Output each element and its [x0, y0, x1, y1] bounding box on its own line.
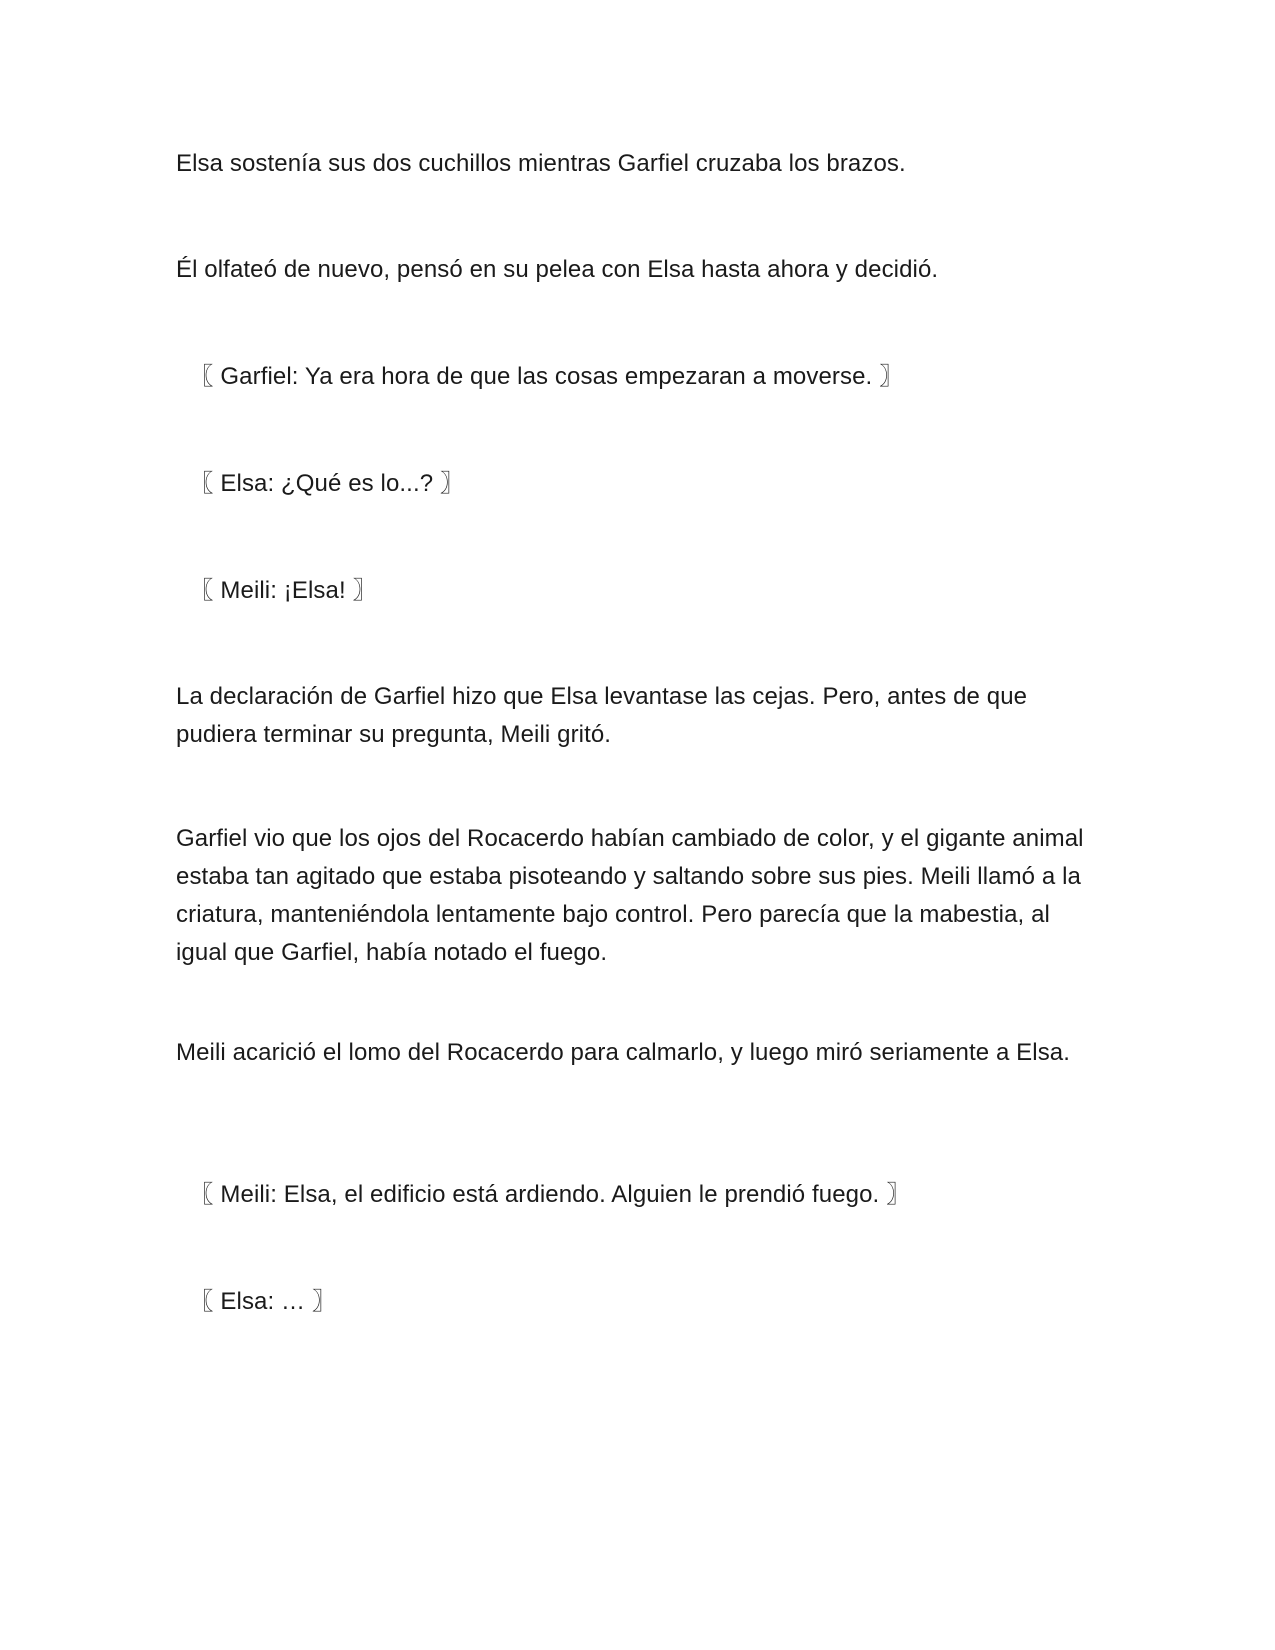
paragraph-declaration: La declaración de Garfiel hizo que Elsa levantase las cejas. Pero, antes de que pudiera terminar su pregunta, Meili gritó. — [176, 683, 1028, 748]
dialogue-meili-fire: 〖 Meili: Elsa, el edificio está ardiendo. Alguien le prendió fuego. 〗 — [176, 1181, 911, 1208]
dialogue-garfiel: 〖 Garfiel: Ya era hora de que las cosas empezaran a moverse. 〗 — [176, 363, 904, 390]
dialogue-elsa-question: 〖 Elsa: ¿Qué es lo...? 〗 — [176, 470, 465, 497]
paragraph-elsa-knives: Elsa sostenía sus dos cuchillos mientras Garfiel cruzaba los brazos. — [176, 150, 906, 177]
dialogue-elsa-silence: 〖 Elsa: … 〗 — [176, 1288, 336, 1315]
paragraph-garfiel-sniffs: Él olfateó de nuevo, pensó en su pelea con Elsa hasta ahora y decidió. — [176, 256, 939, 283]
paragraph-meili-calms: Meili acarició el lomo del Rocacerdo para calmarlo, y luego miró seriamente a Elsa. — [176, 1039, 1071, 1066]
dialogue-meili-shout: 〖 Meili: ¡Elsa! 〗 — [176, 577, 377, 604]
paragraph-rocacerdo-eyes: Garfiel vio que los ojos del Rocacerdo habían cambiado de color, y el gigante animal estaba tan agitado que estaba pisoteando y saltando sobre sus pies. Meili llamó a la criatura, manteniéndola lentamente bajo control. Pero parecía que la mabestia, al igual que Garfiel, había notado el fuego. — [176, 825, 1084, 966]
